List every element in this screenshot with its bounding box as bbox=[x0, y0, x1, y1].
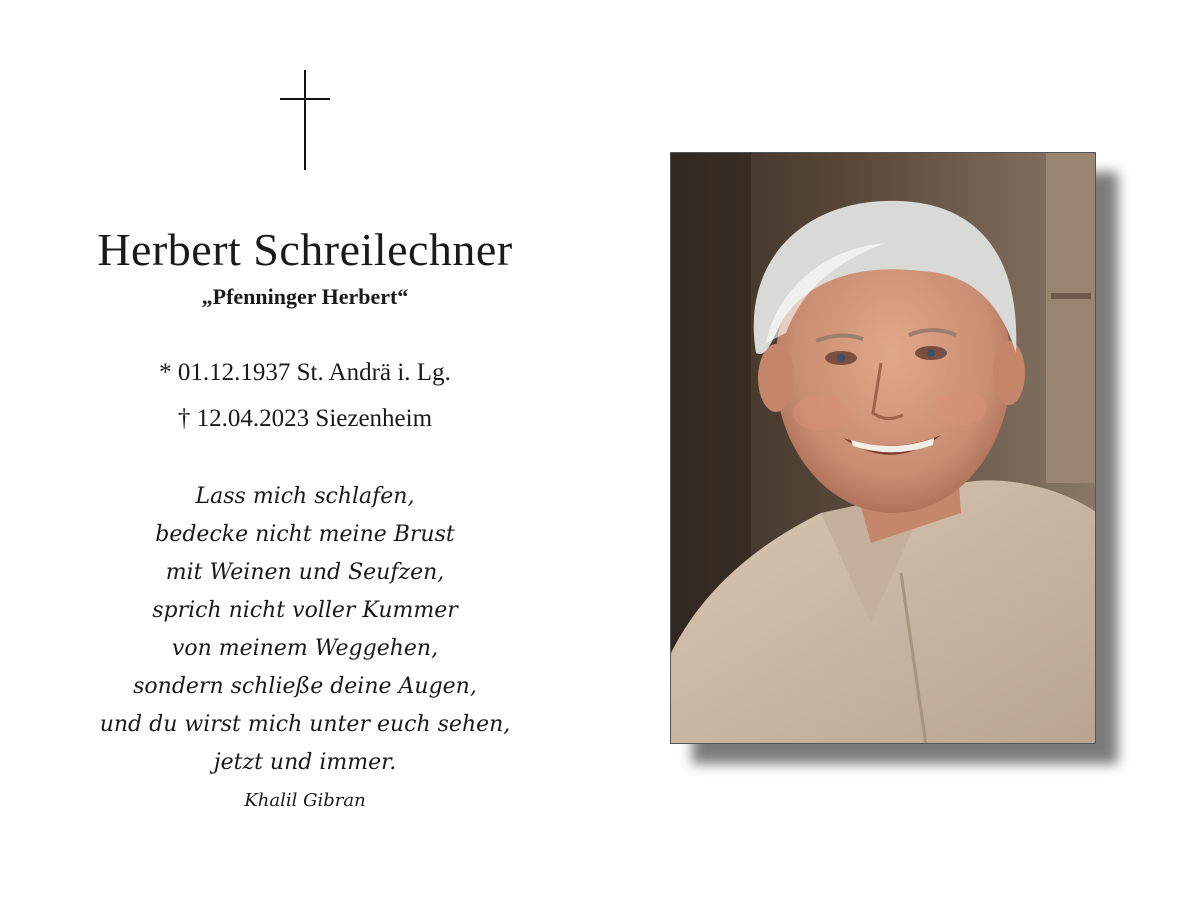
poem-line: und du wirst mich unter euch sehen, bbox=[99, 712, 511, 737]
life-dates bbox=[60, 350, 550, 442]
poem bbox=[60, 478, 550, 782]
poem-line: bedecke nicht meine Brust bbox=[155, 522, 455, 547]
birth-date: * 01.12.1937 St. Andrä i. Lg. bbox=[159, 359, 451, 386]
poem-author: Khalil Gibran bbox=[244, 790, 366, 811]
poem-line: sondern schließe deine Augen, bbox=[133, 674, 477, 699]
death-date: † 12.04.2023 Siezenheim bbox=[177, 405, 433, 432]
deceased-name: Herbert Schreilechner bbox=[97, 224, 513, 275]
portrait-image bbox=[671, 153, 1096, 744]
poem-line: mit Weinen und Seufzen, bbox=[165, 560, 445, 585]
poem-line: von meinem Weggehen, bbox=[171, 636, 439, 661]
portrait-photo bbox=[670, 152, 1096, 744]
cross-icon bbox=[280, 70, 330, 170]
poem-line: Lass mich schlafen, bbox=[195, 484, 415, 509]
nickname: „Pfenninger Herbert“ bbox=[201, 284, 409, 309]
memorial-text-column bbox=[60, 70, 550, 811]
poem-line: sprich nicht voller Kummer bbox=[152, 598, 458, 623]
poem-line: jetzt und immer. bbox=[213, 750, 397, 775]
